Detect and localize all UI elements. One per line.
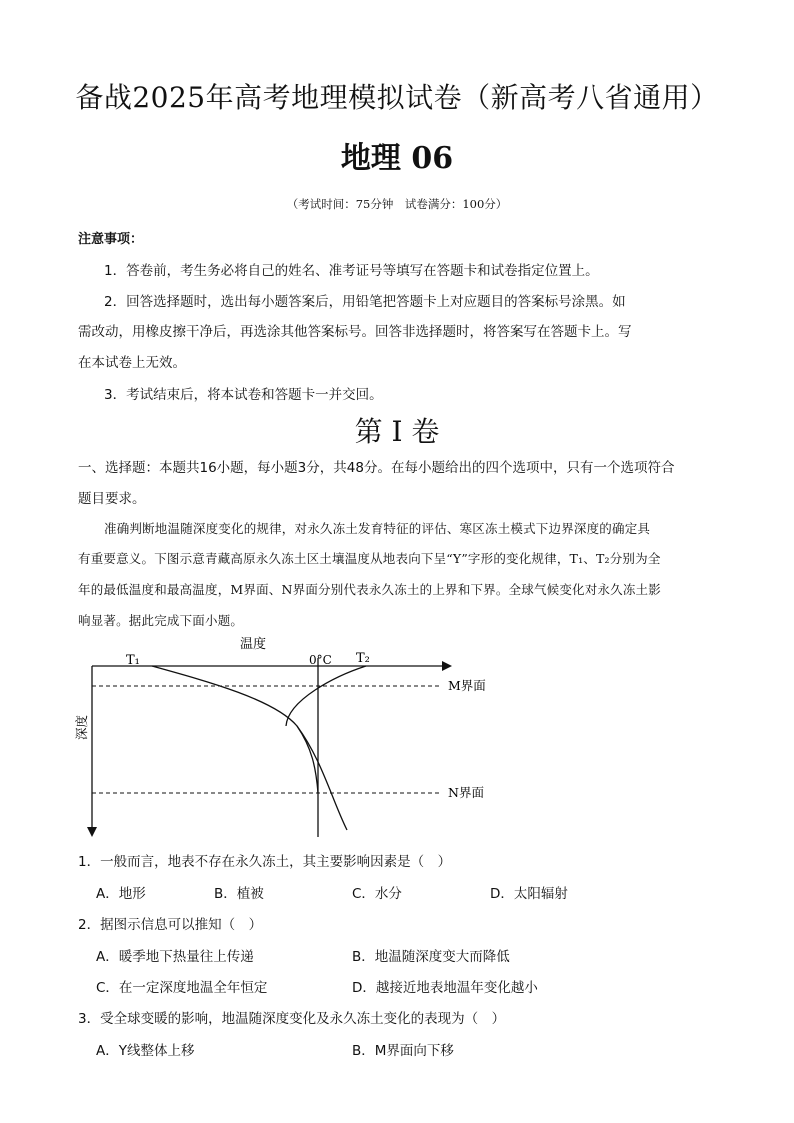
notice-item: 在本试卷上无效。 — [78, 355, 186, 371]
q1-option-c[interactable]: C．水分 — [352, 886, 402, 902]
t1-curve — [152, 666, 318, 793]
t2-curve — [286, 666, 366, 726]
q2-option-d[interactable]: D．越接近地表地温年变化越小 — [352, 980, 538, 996]
soil-temperature-diagram — [60, 630, 520, 845]
q1-option-b[interactable]: B．植被 — [214, 886, 264, 902]
t1-label: T₁ — [126, 653, 140, 668]
q1-option-a[interactable]: A．地形 — [96, 886, 146, 902]
intro-text: 有重要意义。下图示意青藏高原永久冻土区土壤温度从地表向下呈“Y”字形的变化规律，T₁、T₂分别为全 — [78, 551, 661, 566]
x-axis-label: 温度 — [240, 637, 267, 652]
y-axis-label: 深度 — [74, 714, 89, 740]
n-boundary-label: N界面 — [448, 785, 484, 800]
q2-option-c[interactable]: C．在一定深度地温全年恒定 — [96, 980, 268, 996]
zero-degree-label: 0°C — [309, 653, 332, 667]
question-3-stem: 3．受全球变暖的影响，地温随深度变化及永久冻土变化的表现为（ ） — [78, 1011, 506, 1027]
section-instruction: 一、选择题：本题共16小题，每小题3分，共48分。在每小题给出的四个选项中，只有一个选项符合 — [78, 460, 675, 476]
t2-label: T₂ — [356, 651, 370, 666]
question-2-stem: 2．据图示信息可以推知（ ） — [78, 917, 263, 933]
intro-text: 响显著。据此完成下面小题。 — [78, 613, 244, 628]
exam-main-title: 备战2025年高考地理模拟试卷（新高考八省通用） — [75, 81, 719, 114]
q3-option-a[interactable]: A．Y线整体上移 — [96, 1043, 195, 1059]
exam-info: （考试时间：75分钟 试卷满分：100分） — [286, 197, 508, 211]
q3-option-b[interactable]: B．M界面向下移 — [352, 1043, 454, 1059]
notice-item: 2．回答选择题时，选出每小题答案后，用铅笔把答题卡上对应题目的答案标号涂黑。如 — [104, 294, 626, 310]
section-instruction-cont: 题目要求。 — [78, 491, 146, 507]
intro-text: 准确判断地温随深度变化的规律，对永久冻土发育特征的评估、寒区冻土模式下边界深度的确定具 — [104, 521, 651, 536]
y-stem-curve — [297, 726, 347, 830]
notice-item: 3．考试结束后，将本试卷和答题卡一并交回。 — [104, 387, 383, 403]
notice-item: 1．答卷前，考生务必将自己的姓名、准考证号等填写在答题卡和试卷指定位置上。 — [104, 263, 599, 279]
volume-heading: 第 I 卷 — [354, 415, 440, 448]
notice-item: 需改动，用橡皮擦干净后，再选涂其他答案标号。回答非选择题时，将答案写在答题卡上。写 — [78, 324, 632, 340]
m-boundary-label: M界面 — [448, 678, 486, 693]
q2-option-b[interactable]: B．地温随深度变大而降低 — [352, 949, 510, 965]
subject-title: 地理 06 — [340, 141, 454, 176]
q1-option-d[interactable]: D．太阳辐射 — [490, 886, 568, 902]
question-1-stem: 1．一般而言，地表不存在永久冻土，其主要影响因素是（ ） — [78, 854, 452, 870]
intro-text: 年的最低温度和最高温度，M界面、N界面分别代表永久冻土的上界和下界。全球气候变化对永久冻土影 — [78, 582, 661, 597]
notice-title: 注意事项： — [78, 232, 144, 247]
q2-option-a[interactable]: A．暖季地下热量往上传递 — [96, 949, 254, 965]
